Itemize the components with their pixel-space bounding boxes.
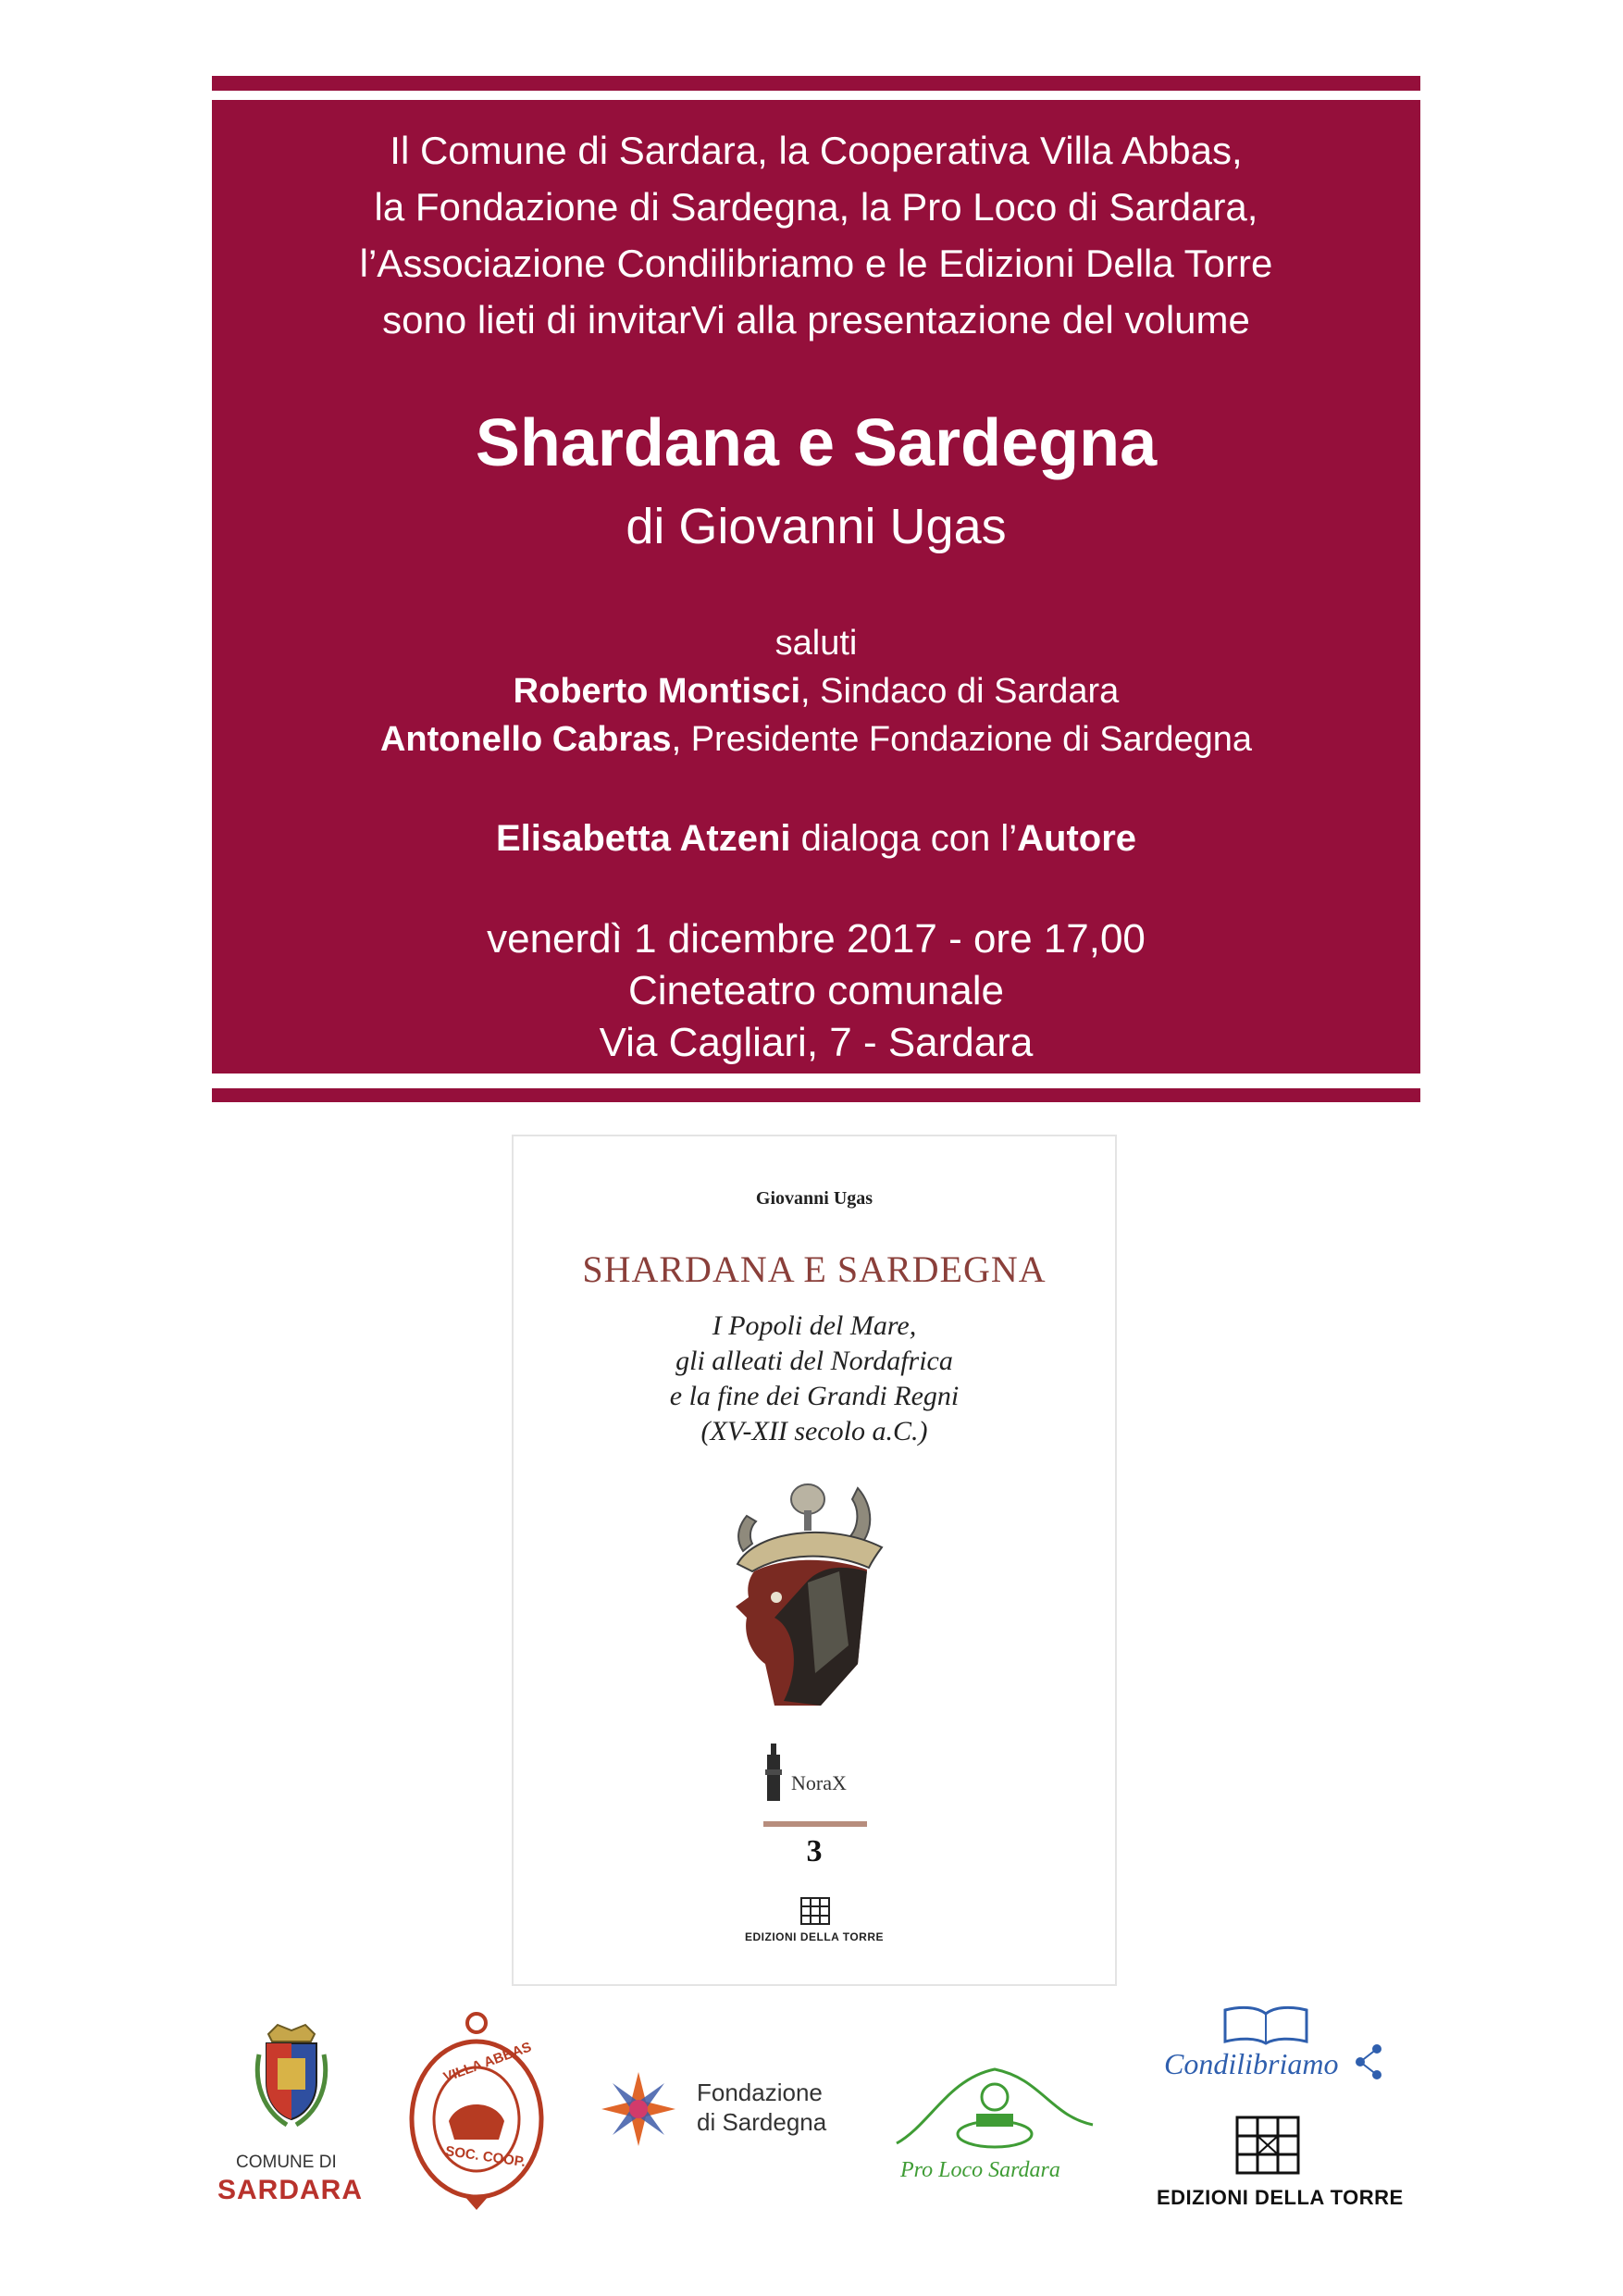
norax-tower-icon [763, 1742, 784, 1801]
event-venue: Cineteatro comunale [627, 968, 1004, 1013]
pro-loco-text: Pro Loco Sardara [900, 2158, 1060, 2182]
villa-abbas-logo [403, 2010, 551, 2214]
cover-subtitle [514, 1309, 1115, 1449]
invitation-panel [212, 100, 1420, 1074]
top-decorative-bar [212, 76, 1420, 91]
cover-title: SHARDANA E SARDEGNA [582, 1248, 1047, 1290]
cover-number: 3 [806, 1834, 823, 1868]
event-date: venerdì 1 dicembre 2017 - ore 17,00 [487, 916, 1146, 962]
cover-publisher: EDIZIONI DELLA TORRE [744, 1930, 884, 1943]
speaker-2-role: , Presidente Fondazione di Sardegna [671, 720, 1253, 759]
fondazione-line-1: Fondazione [697, 2079, 823, 2106]
share-nodes-icon [1355, 2043, 1382, 2080]
cover-author: Giovanni Ugas [755, 1188, 873, 1209]
greetings-label: saluti [774, 624, 858, 663]
della-torre-small-logo-icon [800, 1897, 830, 1925]
speaker-1-name: Roberto Montisci [513, 672, 800, 711]
comune-line-1: COMUNE DI [236, 2153, 337, 2172]
cover-subtitle-line: e la fine dei Grandi Regni [669, 1381, 960, 1411]
cover-subtitle-line: I Popoli del Mare, [712, 1310, 917, 1341]
speaker-2 [212, 720, 1420, 760]
villa-abbas-bottom-text: SOC. COOP. [444, 2143, 527, 2170]
intro-line: Il Comune di Sardara, la Cooperativa Villa Abbas, [390, 129, 1243, 172]
moderator-line [212, 818, 1420, 860]
moderator-text: dialoga con l’ [790, 818, 1018, 859]
pro-loco-fountain-icon [893, 2060, 1096, 2162]
fondazione-sardegna-logo [599, 2069, 849, 2153]
fondazione-star-icon [599, 2069, 678, 2149]
book-author-line: di Giovanni Ugas [626, 499, 1007, 554]
cover-series: NoraX [791, 1771, 847, 1794]
speaker-2-name: Antonello Cabras [379, 720, 672, 759]
intro-line: sono lieti di invitarVi alla presentazione del volume [382, 298, 1250, 341]
cover-illustration-shardana-head-icon [719, 1479, 913, 1710]
event-address: Via Cagliari, 7 - Sardara [599, 1020, 1034, 1065]
speaker-1-role: , Sindaco di Sardara [800, 672, 1120, 711]
condilibriamo-text: Condilibriamo [1164, 2047, 1339, 2080]
intro-line: l’Associazione Condilibriamo e le Edizioni Della Torre [359, 242, 1273, 285]
edizioni-della-torre-logo [1147, 2116, 1404, 2217]
intro-line: la Fondazione di Sardegna, la Pro Loco di Sardara, [374, 185, 1258, 229]
moderator-name: Elisabetta Atzeni [495, 818, 791, 859]
speaker-1 [212, 672, 1420, 712]
bottom-decorative-bar [212, 1088, 1420, 1102]
moderator-target: Autore [1017, 818, 1137, 859]
villa-abbas-top-text: VILLA ABBAS [441, 2039, 534, 2086]
della-torre-text: EDIZIONI DELLA TORRE [1157, 2186, 1404, 2209]
open-book-icon [1221, 2004, 1310, 2045]
fondazione-line-2: di Sardegna [697, 2108, 827, 2136]
book-cover [512, 1135, 1117, 1986]
cover-subtitle-line: (XV-XII secolo a.C.) [700, 1416, 928, 1446]
book-title: Shardana e Sardegna [475, 406, 1158, 480]
pro-loco-sardara-logo [893, 2060, 1096, 2190]
cover-rule [763, 1821, 867, 1827]
condilibriamo-logo [1164, 2004, 1386, 2093]
coat-of-arms-icon [250, 2017, 333, 2128]
cover-subtitle-line: gli alleati del Nordafrica [675, 1346, 953, 1376]
della-torre-grid-icon [1235, 2116, 1300, 2175]
comune-line-2: SARDARA [217, 2175, 363, 2205]
comune-sardara-logo [217, 2017, 365, 2203]
